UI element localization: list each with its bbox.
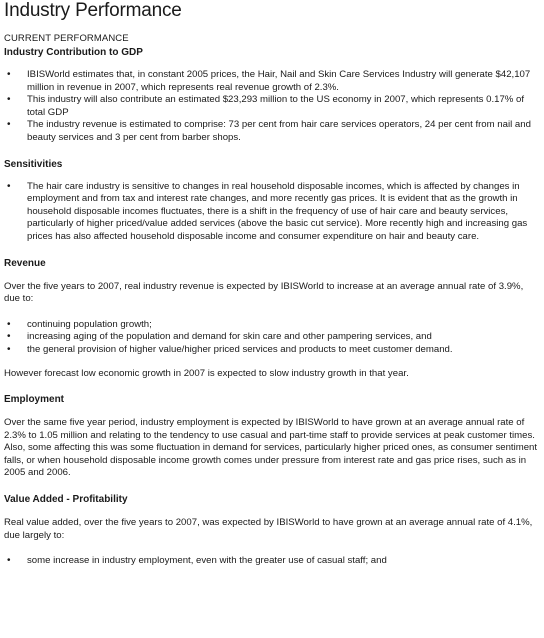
paragraph-employment: Over the same five year period, industry employment is expected by IBISWorld to have grown at an average annual rate of 2.3% to 1.05 million and relating to the tendency to use casual and part-time staff to provide services at peak customer times. Also, some affecting this was some fluctuation in demand for services, particularly higher priced ones, as consumer sentiment falls, or when household disposable income growth comes under pressure from interest rate and gas price rises, such as in 2005 and 2006. xyxy=(4,417,538,479)
heading-value-added: Value Added - Profitability xyxy=(4,494,128,506)
paragraph-revenue-intro: Over the five years to 2007, real industry revenue is expected by IBISWorld to increase at an average annual rate of 3.9%, due to: xyxy=(4,280,524,305)
list-item: • some increase in industry employment, even with the greater use of casual staff; and xyxy=(4,555,538,568)
list-item: • continuing population growth; xyxy=(4,319,538,332)
bullet-list-contribution xyxy=(4,69,538,145)
list-item: • increasing aging of the population and demand for skin care and other pampering services, and xyxy=(4,331,538,344)
heading-revenue: Revenue xyxy=(4,257,46,269)
list-item: • This industry will also contribute an estimated $23,293 million to the US economy in 2007, which represents 0.17% of total GDP xyxy=(4,94,538,119)
list-item: • The hair care industry is sensitive to changes in real household disposable incomes, which is affected by changes in employment and from tax and interest rate changes, and more recently gas prices. It is evident that as the growth in household disposable incomes fluctuates, there is a shift in the frequency of use of hair care and beauty services, particularly of higher priced/value added services (above the basic cut service). More recently high and increasing gas prices has also affected household disposable income and consumer expenditure on hair and beauty care. xyxy=(4,181,538,244)
paragraph-value-added: Real value added, over the five years to 2007, was expected by IBISWorld to have grown at an average annual rate of 4.1%, due largely to: xyxy=(4,517,533,541)
section-label: CURRENT PERFORMANCE xyxy=(4,33,129,44)
page-title: Industry Performance xyxy=(4,0,182,21)
list-item: • IBISWorld estimates that, in constant 2005 prices, the Hair, Nail and Skin Care Services Industry will generate $42,107 million in revenue in 2007, which represents real revenue growth of 2.3%. xyxy=(4,69,538,94)
heading-sensitivities: Sensitivities xyxy=(4,158,63,170)
heading-industry-contribution: Industry Contribution to GDP xyxy=(4,47,143,58)
bullet-list-revenue xyxy=(4,319,538,357)
bullet-list-sensitivities xyxy=(4,181,538,244)
paragraph-revenue-outro: However forecast low economic growth in 2007 is expected to slow industry growth in that year. xyxy=(4,367,409,379)
list-item: • The industry revenue is estimated to comprise: 73 per cent from hair care services operators, 24 per cent from nail and beauty services and 3 per cent from barber shops. xyxy=(4,119,538,144)
bullet-list-value-added xyxy=(4,555,538,568)
list-item: • the general provision of higher value/higher priced services and products to meet customer demand. xyxy=(4,344,538,357)
heading-employment: Employment xyxy=(4,394,65,406)
